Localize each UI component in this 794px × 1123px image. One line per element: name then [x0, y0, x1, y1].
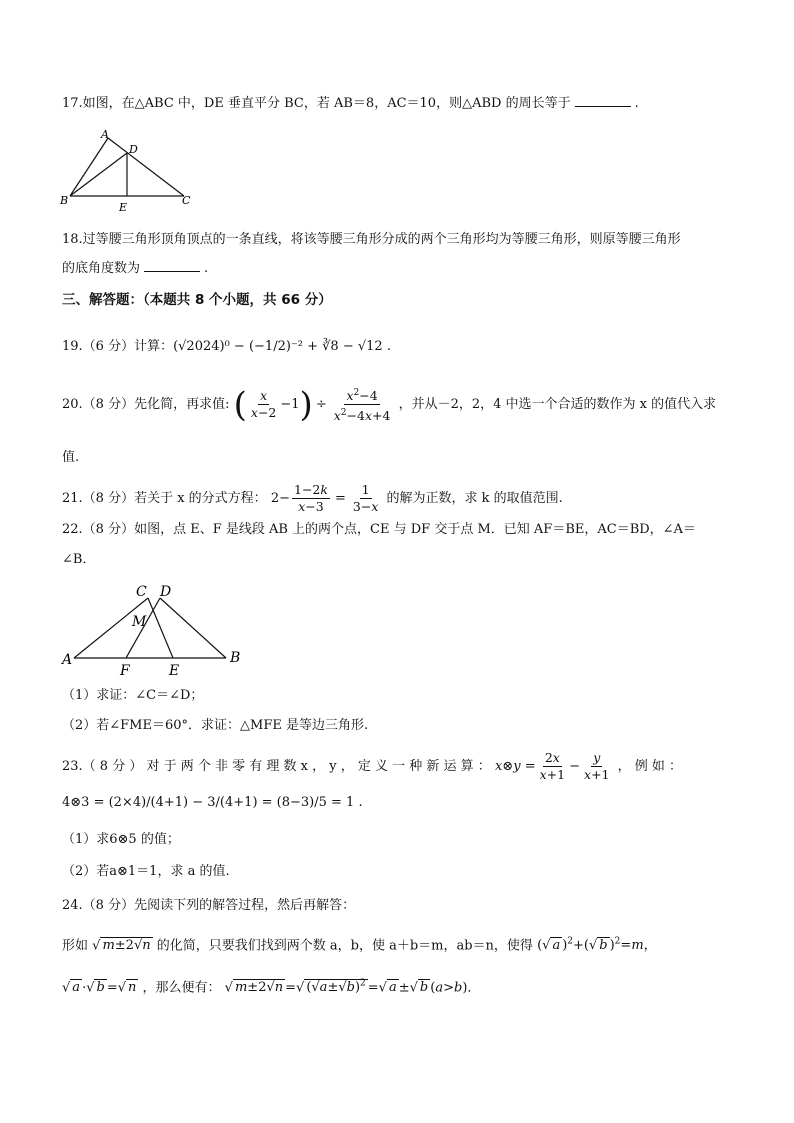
q17-label-c: C [182, 194, 191, 207]
q24-radical: √ m±2√n [92, 938, 151, 954]
q17-stem: 17.如图，在△ABC 中，DE 垂直平分 BC，若 AB＝8，AC＝10，则△ABD 的周长等于 [62, 96, 571, 111]
q23-part1: （1）求6⊗5 的值； [62, 832, 180, 847]
q22-label-e: E [169, 663, 180, 679]
q24-line1: 24.（8 分）先阅读下列的解答过程，然后再解答： [62, 898, 356, 913]
q22-label-m: M [132, 614, 147, 630]
q17-answer-blank[interactable] [575, 93, 631, 107]
q24-result: √ m±2√n =√ $(√a\pm√b)^2$ =√ a ±√ b (a>b)． [224, 979, 481, 996]
q17-text: 17.如图，在△ABC 中，DE 垂直平分 BC，若 AB＝8，AC＝10，则△ABD 的周长等于 . [62, 93, 639, 114]
q17-label-a: A [101, 128, 109, 141]
q20: 20.（8 分）先化简，再求值: ( $\frac{x}{x-2}$ −1 ) ÷ $\frac{x^2-4}{x^2-4x+4}$ ，并从－2，2，4 中选一个合适的数作为 x 的值代入求 [62, 384, 717, 425]
q22-label-f: F [120, 663, 130, 679]
q22-part1: （1）求证：∠C＝∠D； [62, 688, 204, 703]
section-3-title: 三、解答题：（本题共 8 个小题，共 66 分） [62, 292, 332, 308]
q22-label-c: C [136, 584, 147, 600]
q19: 19.（6 分）计算：(√2024)⁰ − (−1/2)⁻² + ∛8 − √12 . [62, 339, 391, 354]
q17-label-d: D [129, 143, 138, 156]
q23-definition: x ⊗ y = $\frac{2x}{x+1}$ − $\frac{y}{x+1}$ [494, 750, 610, 782]
q20-expression: ( $\frac{x}{x-2}$ −1 ) ÷ $\frac{x^2-4}{x^2-4x+4}$ [233, 384, 391, 425]
q21: 21.（8 分）若关于 x 的分式方程： 2− $\frac{1-2k}{x-3}$ = $\frac{1}{3-x}$ 的解为正数，求 k 的取值范围. [62, 482, 563, 514]
q24-condition: (√ a )$^2$+(√ b )$^2$=m， [537, 937, 657, 954]
q24-line2: 形如 √ m±2√n 的化简，只要我们找到两个数 a，b，使 a＋b＝m，ab＝n，使得 (√ a )$^2$+(√ b )$^2$=m， [62, 937, 657, 954]
q24-product: √ a ·√ b =√ n [62, 980, 137, 996]
q20-line2: 值. [62, 450, 80, 465]
q22-line2: ∠B． [62, 552, 96, 567]
q23-example: 4⊗3 = (2×4)/(4+1) − 3/(4+1) = (8−3)/5 = 1 . [62, 795, 363, 810]
q18-line2: 的底角度数为 . [62, 258, 208, 279]
q17-label-e: E [119, 201, 128, 214]
q23-line1: 23.（ 8 分 ） 对 于 两 个 非 零 有 理 数 x ， y ， 定 义 一 种 新 运 算 ： x ⊗ y = $\frac{2x}{x+1}$ − $\frac{y}{x+1}$ ， 例 如 ： [62, 750, 683, 782]
q23-part2: （2）若a⊗1＝1，求 a 的值. [62, 864, 230, 879]
q22-figure [60, 580, 250, 680]
q19-expression: (√2024)⁰ − (−1/2)⁻² + ∛8 − √12 . [173, 339, 391, 354]
q22-label-d: D [160, 584, 172, 600]
q18-line1: 18.过等腰三角形顶角顶点的一条直线，将该等腰三角形分成的两个三角形均为等腰三角形，则原等腰三角形 [62, 232, 681, 247]
q17-figure [60, 128, 200, 218]
q22-label-a: A [62, 652, 73, 668]
q21-equation: 2− $\frac{1-2k}{x-3}$ = $\frac{1}{3-x}$ [270, 482, 379, 514]
q18-answer-blank[interactable] [144, 258, 200, 272]
q17-label-b: B [60, 194, 69, 207]
q22-label-b: B [230, 650, 241, 666]
q22-line1: 22.（8 分）如图，点 E、F 是线段 AB 上的两个点，CE 与 DF 交于点 M．已知 AF＝BE，AC＝BD，∠A＝ [62, 522, 696, 537]
q24-line3: √ a ·√ b =√ n ，那么便有： √ m±2√n =√ $(√a\pm√b)^2$ =√ a ±√ b (a>b)． [62, 979, 481, 996]
q22-part2: （2）若∠FME＝60°．求证：△MFE 是等边三角形. [62, 718, 369, 733]
